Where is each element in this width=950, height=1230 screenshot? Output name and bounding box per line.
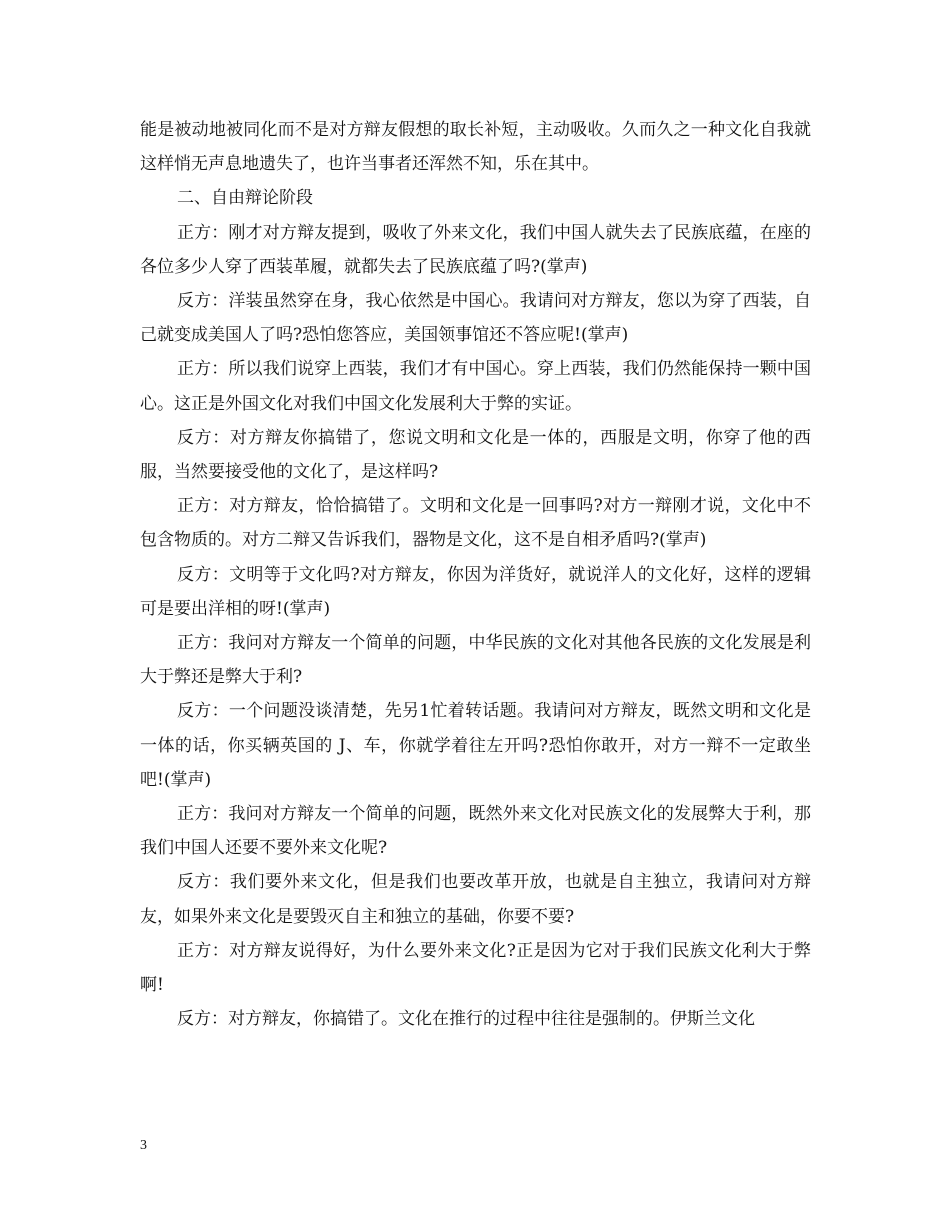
paragraph: 能是被动地被同化而不是对方辩友假想的取长补短，主动吸收。久而久之一种文化自我就这样悄无声息地遗失了，也许当事者还浑然不知，乐在其中。: [140, 120, 811, 175]
paragraph: 正方：我问对方辩友一个简单的问题，既然外来文化对民族文化的发展弊大于利，那我们中国人还要不要外来文化呢?: [140, 804, 811, 859]
paragraph: 正方：我问对方辩友一个简单的问题，中华民族的文化对其他各民族的文化发展是利大于弊还是弊大于利?: [140, 633, 811, 688]
paragraph: 反方：文明等于文化吗?对方辩友，你因为洋货好，就说洋人的文化好，这样的逻辑可是要出洋相的呀!(掌声): [140, 564, 811, 619]
page-number: 3: [140, 1138, 147, 1153]
paragraph: 正方：所以我们说穿上西装，我们才有中国心。穿上西装，我们仍然能保持一颗中国心。这正是外国文化对我们中国文化发展利大于弊的实证。: [140, 359, 811, 414]
paragraph: 正方：刚才对方辩友提到，吸收了外来文化，我们中国人就失去了民族底蕴，在座的各位多少人穿了西装革履，就都失去了民族底蕴了吗?(掌声): [140, 222, 811, 277]
paragraph: 正方：对方辩友，恰恰搞错了。文明和文化是一回事吗?对方一辩刚才说，文化中不包含物质的。对方二辩又告诉我们，器物是文化，这不是自相矛盾吗?(掌声): [140, 496, 811, 551]
paragraph: 反方：对方辩友你搞错了，您说文明和文化是一体的，西服是文明，你穿了他的西服，当然要接受他的文化了，是这样吗?: [140, 427, 811, 483]
paragraph: 正方：对方辩友说得好，为什么要外来文化?正是因为它对于我们民族文化利大于弊啊!: [140, 940, 811, 996]
document-body: [140, 113, 811, 1036]
paragraph: 反方：洋装虽然穿在身，我心依然是中国心。我请问对方辩友，您以为穿了西装，自己就变成美国人了吗?恐怕您答应，美国领事馆还不答应呢!(掌声): [140, 291, 811, 346]
paragraph: 反方：一个问题没谈清楚，先另1忙着转话题。我请问对方辩友，既然文明和文化是一体的话，你买辆英国的 J、车，你就学着往左开吗?恐怕你敢开，对方一辩不一定敢坐吧!(掌声): [140, 701, 811, 790]
paragraph: 反方：对方辩友，你搞错了。文化在推行的过程中往往是强制的。伊斯兰文化: [177, 1009, 755, 1030]
paragraph: 反方：我们要外来文化，但是我们也要改革开放，也就是自主独立，我请问对方辩友，如果外来文化是要毁灭自主和独立的基础，你要不要?: [140, 872, 811, 927]
section-heading: 二、自由辩论阶段: [177, 188, 313, 209]
